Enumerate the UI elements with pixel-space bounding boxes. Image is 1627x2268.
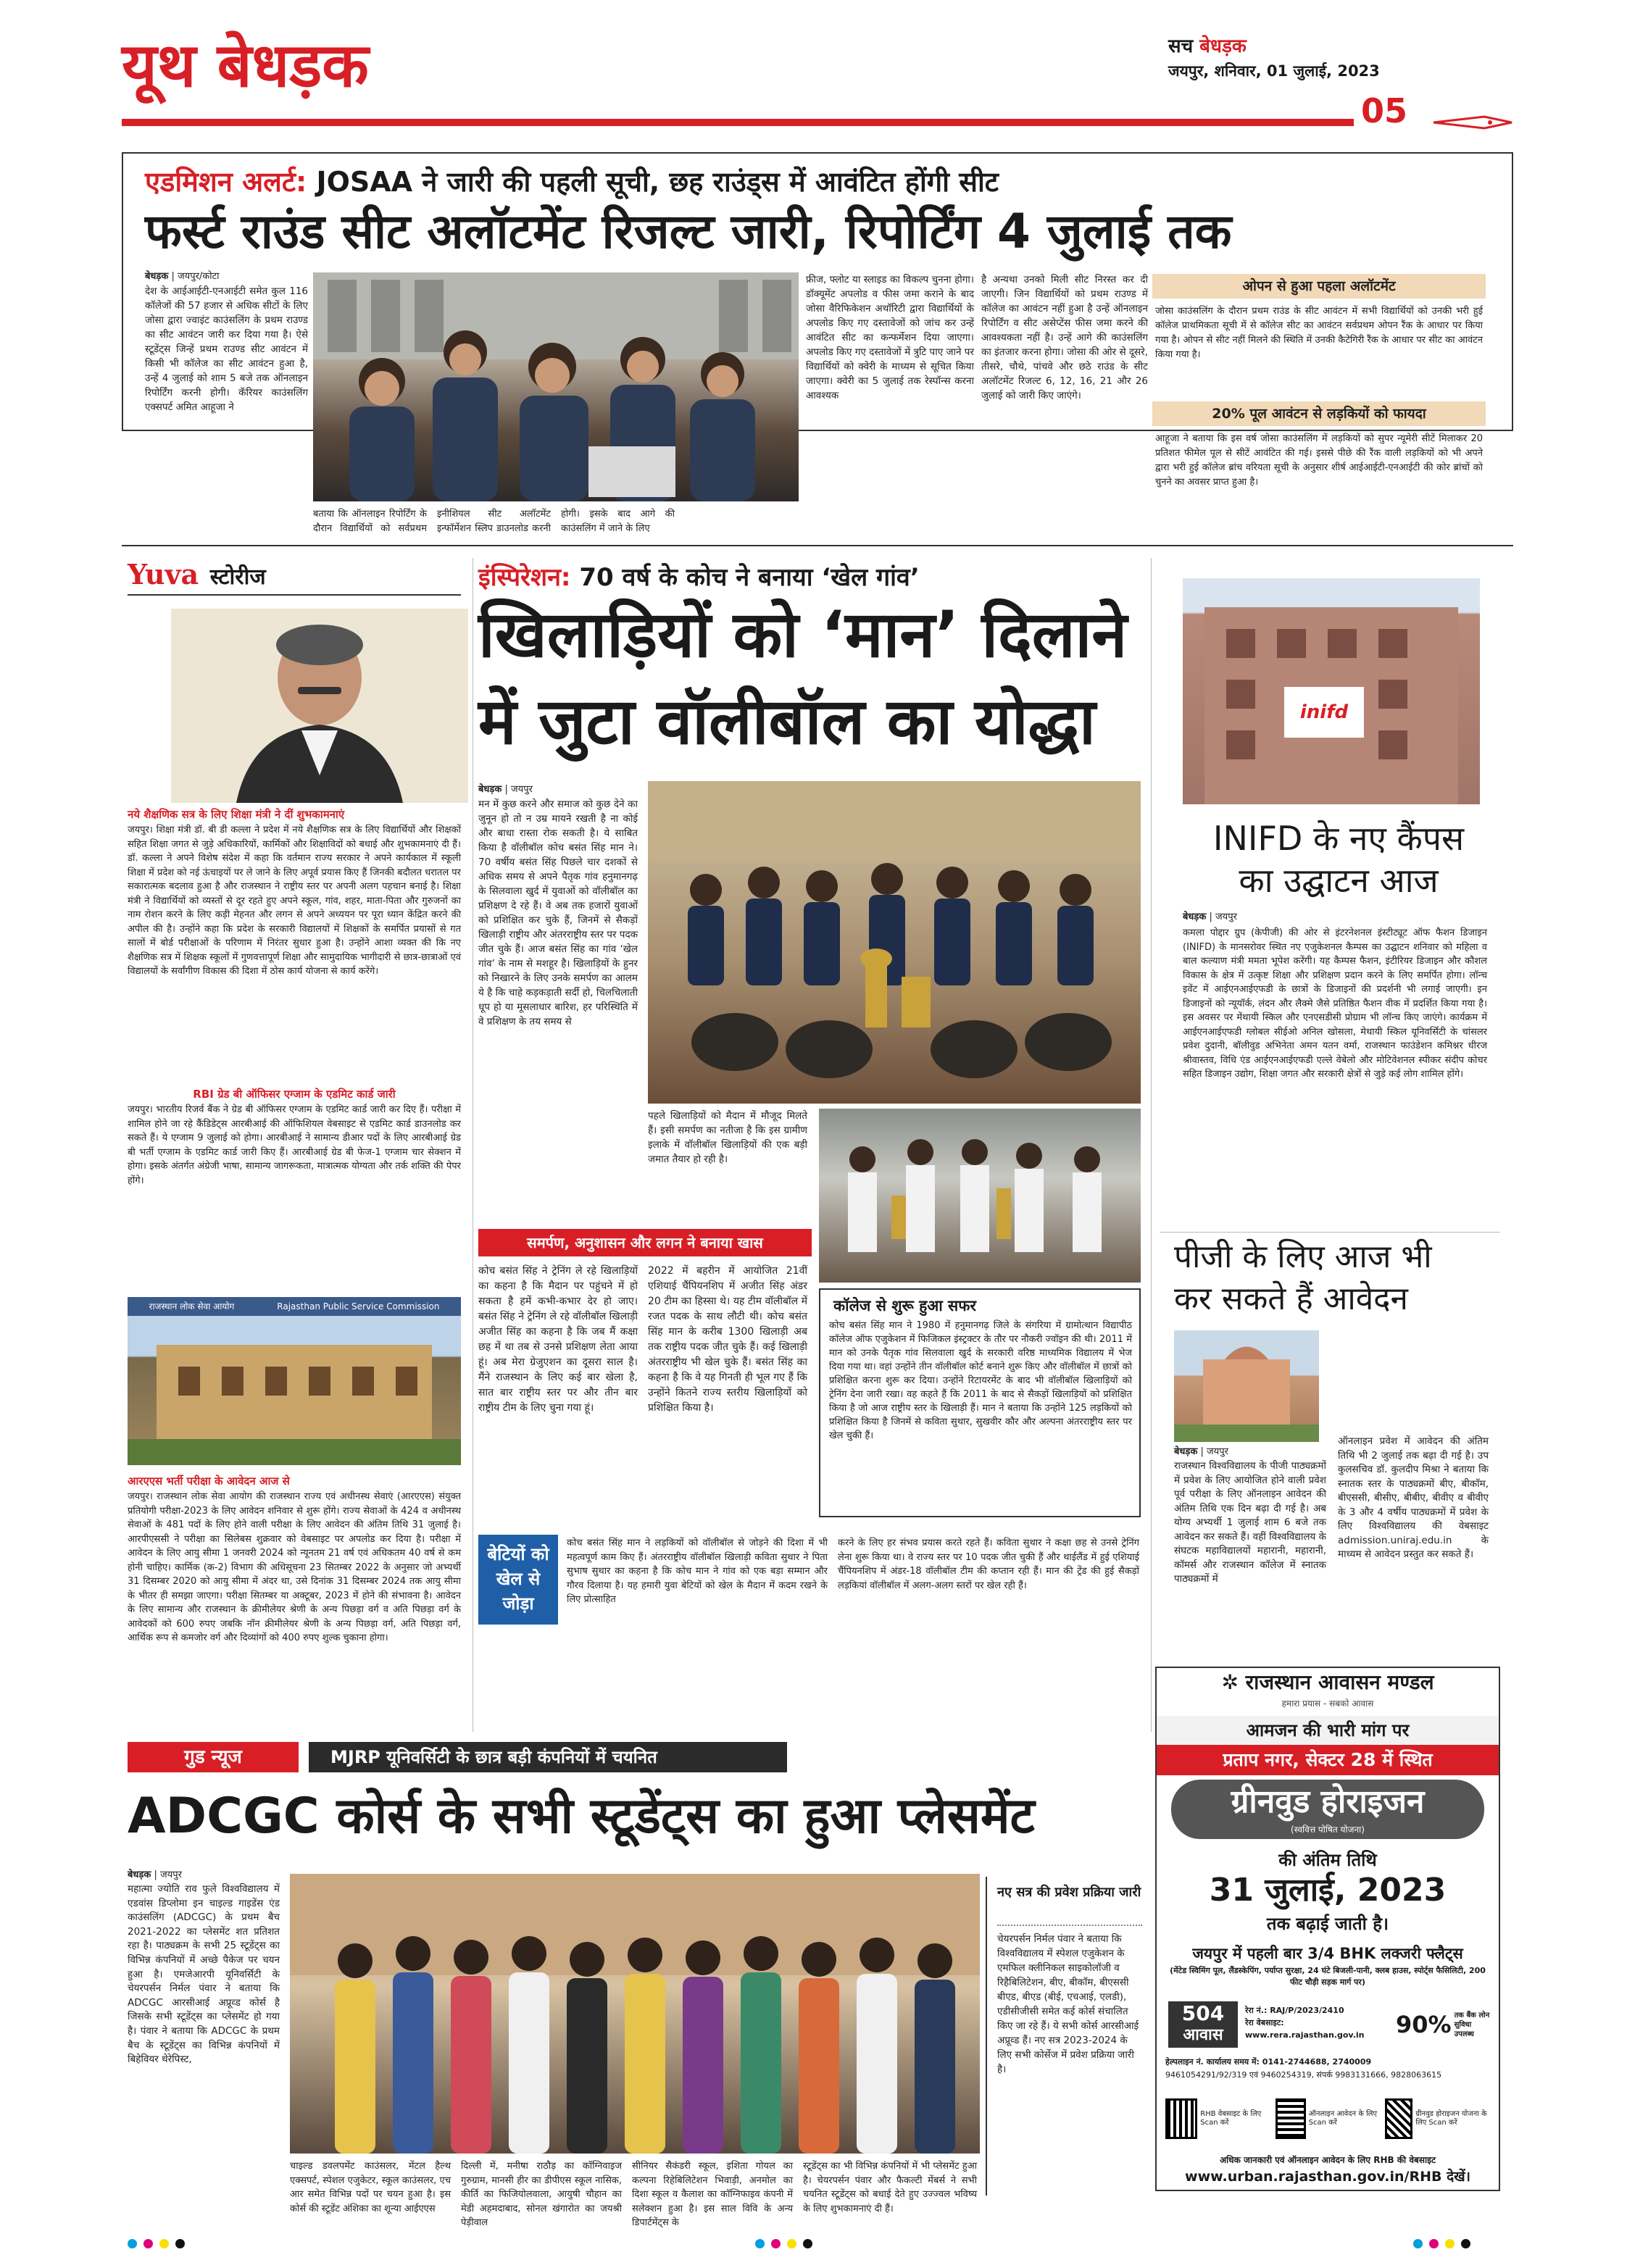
yuva-s3-text: जयपुर। राजस्थान लोक सेवा आयोग की राजस्थान राज्य एवं अधीनस्थ सेवाएं (आरएएस) संयुक्त प्रतियोगी परीक्षा-2023 के लिए आवेदन शनिवार से शुरू होंगे। राज्य सेवाओं के 424 व अधीनस्थ सेवाओं के 481 पदों के लिए होने वाली परीक्षा के लिए आवेदन की अंतिम तिथि 31 जुलाई है। आरपीएससी ने परीक्षा का सिलेबस शुक्रवार को वेबसाइट पर अपलोड कर दिया है। परीक्षा में आवेदन के लिए आयु सीमा 1 जनवरी 2024 को न्यूनतम 21 वर्ष एवं अधिकतम 40 वर्ष से कम होनी चाहिए। कार्मिक (क-2) विभाग की अधिसूचना 23 सितम्बर 2022 के अनुसार जो अभ्यर्थी 31 दिसम्बर 2020 को आयु सीमा में अंदर था, उसे दिनांक 31 दिसम्बर 2024 तक आयु सीमा के भीतर ही समझा जाएगा। परीक्षा सितम्बर या अक्टूबर, 2023 में होने की संभावना है। आवेदन के लिए सामान्य और राजस्थान के क्रीमीलेयर श्रेणी के अन्य पिछड़ा वर्ग व अति पिछड़ा वर्ग के आवेदकों को 600 रुपए जबकि नॉन क्रीमीलेयर श्रेणी के अन्य पिछड़ा वर्ग, अति पिछड़ा वर्ग, आर्थिक रूप से कमजोर वर्ग और दिव्यांगों को 400 रुपए शुल्क चुकाना होगा। <box>128 1491 461 1643</box>
ad-line2: प्रताप नगर, सेक्टर 28 में स्थित <box>1157 1745 1499 1775</box>
inifd-bottom-rule <box>1160 1232 1500 1233</box>
qr-apply[interactable]: ऑनलाइन आवेदन के लिए Scan करें <box>1276 2090 1381 2148</box>
girls-box-label: बेटियों को खेल से जोड़ा <box>478 1535 558 1625</box>
inifd-byline: बेधड़क | जयपुर <box>1183 912 1237 922</box>
ad-count: 504 <box>1181 2001 1225 2025</box>
ad-helpline: हेल्पलाइन नं. कार्यालय समय में: 0141-2744688, 2740009 <box>1165 2057 1372 2067</box>
ad-flats: जयपुर में पहली बार 3/4 BHK लक्जरी फ्लैट्स <box>1192 1945 1463 1962</box>
page-number: 05 <box>1361 91 1408 130</box>
coach-divider <box>1151 558 1152 1732</box>
ad-contacts: 9461054291/92/319 एवं 9460254319, संपर्क 9983131666, 9828063615 <box>1165 2070 1442 2080</box>
goodnews-side-title: नए सत्र की प्रवेश प्रक्रिया जारी <box>997 1885 1141 1900</box>
ad-loan <box>1396 2001 1490 2048</box>
ad-qr-row <box>1165 2090 1490 2148</box>
volleyball-team-photo <box>648 781 1141 1104</box>
rpsc-name-en: Rajasthan Public Service Commission <box>277 1301 440 1312</box>
brand-bedhadak: बेधड़क <box>1199 36 1247 57</box>
lead-col-3: फ्रीज, फ्लोट या स्लाइड का विकल्प चुनना होगा। डॉक्यूमेंट अपलोड व फीस जमा कराने के बाद जोसा वैरिफिकेशन अथॉरिटी द्वारा विद्यार्थियों के अपलोड किए गए दस्तावेजों को जांच कर उन्हें आवंटित सीट का कन्फर्मेशन दिया जाएगा। अपलोड किए गए दस्तावेजों में त्रुटि पाए जाने पर विद्यार्थियों को क्वेरी के माध्यम से सूचित किया जाएगा। क्वेरी का 5 जुलाई तक रेस्पॉन्स करना आवश्यक <box>806 274 974 401</box>
masthead-title: यूथ बेधड़क <box>122 30 369 101</box>
qr-code-icon <box>1276 2098 1306 2139</box>
goodnews-side-rule <box>997 1925 1142 1926</box>
girls-col-1: कोच बसंत सिंह मान ने लड़कियों को वॉलीबॉल से जोड़ने की दिशा में भी महत्वपूर्ण काम किए हैं। अंतरराष्ट्रीय वॉलीबॉल खिलाड़ी कविता सुथार ने पिता सुभाष सुथार का कहना है कि कोच मान ने गांव को एक बड़ा सम्मान और गौरव दिलाया है। यह हमारी युवा बेटियों को खेल के मैदान में कदम रखने के लिए प्रोत्साहित <box>567 1538 828 1605</box>
university-photo <box>1174 1330 1319 1442</box>
lead-col-4: है अन्यथा उनको मिली सीट निरस्त कर दी जाएगी। जिन विद्यार्थियों को प्रथम राउण्ड में कॉलेज का आवंटन नहीं हुआ है उन्हें ऑनलाइन रिपोर्टिंग व सीट असेप्टेंस फीस जमा करने की आवश्यकता नहीं है। उन्हें आगे की काउंसलिंग का इंतजार करना होगा। जोसा की ओर से दूसरे, तीसरे, चौथे, पांचवे और छठे राउंड के सीट अलॉटमेंट रिजल्ट 6, 12, 16, 21 और 26 जुलाई को जारी किए जाएंगे। <box>981 274 1148 401</box>
brand <box>1168 32 1247 58</box>
rpsc-building-photo <box>128 1297 461 1465</box>
print-dots-right <box>1413 2238 1477 2251</box>
ad-rera: रेरा नं.: RAJ/P/2023/2410 रेरा वेबसाइट: www.rera.rajasthan.gov.in <box>1245 2006 1365 2040</box>
ad-project-sub: (स्ववित्त पोषित योजना) <box>1291 1825 1365 1835</box>
lead-box2-title: 20% पूल आवंटन से लड़कियों को फायदा <box>1152 401 1486 426</box>
ad-header <box>1157 1668 1499 1713</box>
ad-project: ग्रीनवुड होराइजन <box>1231 1783 1425 1820</box>
group-illustration <box>290 1874 980 2154</box>
goodnews-side-text: चेयरपर्सन निर्मल पंवार ने बताया कि विश्वविद्यालय में स्पेशल एजुकेशन के एमफिल क्लीनिकल साइकोलॉजी व रिहैबिलिटेशन, बीए, बीकॉम, बीएससी बीएड, बीएड (बीई, एचआई, एलडी), एडीसीजीसी समेत कई कोर्स संचालित किए जा रहे हैं। ये सभी कोर्स आरसीआई अप्रूव्ड हैं। नए सत्र 2023-2024 के लिए सभी कोर्सेज में प्रवेश प्रक्रिया जारी है। <box>997 1933 1139 2075</box>
lead-col-1: देश के आईआईटी-एनआईटी समेत कुल 116 कॉलेजों की 57 हजार से अधिक सीटों के लिए जोसा द्वारा ज्वाइंट काउंसलिंग के प्रथम राउण्ड का सीट आवंटन जारी कर दिया गया है। ऐसे स्टूडेंट्स जिन्हें प्रथम राउण्ड सीट आवंटन में किसी भी कॉलेज का सीट आवंटन हुआ है, उन्हें 4 जुलाई को शाम 5 बजे तक ऑनलाइन रिपोर्टिंग करनी होगी। कॅरियर काउंसलिंग एक्सपर्ट अमित आहूजा ने <box>145 285 308 413</box>
college-text: कोच बसंत सिंह मान ने 1980 में हनुमानगढ़ जिले के संगरिया में ग्रामोत्थान विद्यापीठ कॉलेज ऑफ एजुकेशन में फिजिकल इंस्ट्रक्टर के तौर पर नौकरी ज्वॉइन की थी। 2011 में मान को उनके पैतृक गांव सिलवाला खुर्द के सरकारी वरिष्ठ माध्यमिक विद्यालय में भेज दिया गया था। वहां उन्होंने तीन वॉलीबॉल कोर्ट बनाने शुरू किए और वॉलीबॉल में छात्रों को प्रशिक्षित करना शुरू कर दिया। उन्होंने रिटायरमेंट के बाद भी वॉलीबॉल खिलाड़ियों को ट्रेनिंग देना जारी रखा। वह कहते हैं कि 2011 के बाद से सैकड़ों खिलाड़ियों को प्रशिक्षित किया है जो आज राष्ट्रीय स्तर के खिलाड़ी हैं। मान ने बताया कि उन्होंने 125 लड़कियों को प्रशिक्षित किया है जिनमें से कविता सुथार, सुखवीर कौर और अल्पना अंतरराष्ट्रीय स्तर पर खेल चुकी हैं। <box>829 1320 1132 1441</box>
ad-loan-pct: 90% <box>1396 2011 1452 2038</box>
coach-photo-caption: पहले खिलाड़ियों को मैदान में मौजूद मिलते हैं। इसी समर्पण का नतीजा है कि इस ग्रामीण इलाके में वॉलीबॉल खिलाड़ियों की एक बड़ी जमात तैयार हो रही है। <box>648 1110 807 1165</box>
inifd-headline-2: का उद्घाटन आज <box>1239 861 1439 900</box>
students-illustration <box>313 272 799 501</box>
placement-group-photo <box>290 1874 980 2154</box>
coach-col-a: कोच बसंत सिंह ने ट्रेनिंग ले रहे खिलाड़ियों का कहना है कि मैदान पर पहुंचने में हो सकता है हमें कभी-कभार देर हो जाए। बसंत सिंह ने ट्रेनिंग ले रहे वॉलीबॉल खिलाड़ी अजीत सिंह का कहना है कि जब मैं कक्षा छह में था तब से उनसे प्रशिक्षण लेता आया हूं। अब मेरा ग्रेजुएशन का दूसरा साल है। मैंने राजस्थान के लिए कई बार खेला है, सात बार राष्ट्रीय स्तर पर और तीन बार राष्ट्रीय टीम के लिए चुना गया हूं। <box>478 1265 638 1414</box>
goodnews-label: गुड न्यूज <box>128 1742 299 1772</box>
coach-col-1: मन में कुछ करने और समाज को कुछ देने का जुनून हो तो न उम्र मायने रखती है ना कोई और बाधा रास्ता रोक सकती है। ये साबित किया है वॉलीबॉल कोच बसंत सिंह मान ने। 70 वर्षीय बसंत सिंह पिछले चार दशकों से अधिक समय से अपने पैतृक गांव हनुमानगढ़ के सिलवाला खुर्द में युवाओं को वॉलीबॉल का प्रशिक्षण दे रहे हैं। वे अब तक हजारों युवाओं को प्रशिक्षित कर चुके हैं, जिनमें से सैकड़ों खिलाड़ी राष्ट्रीय और अंतरराष्ट्रीय स्तर पर पदक जीत चुके हैं। आज बसंत सिंह का गांव ‘खेल गांव’ के नाम से मशहूर है। खिलाड़ियों के हुनर को निखारने के लिए उनके समर्पण का आलम ये है कि चाहे कड़कड़ाती सर्दी हो, चिलचिलाती धूप हो या मूसलाधार बारिश, हर परिस्थिति में वे प्रशिक्षण के तय समय से <box>478 799 638 1027</box>
ad-tagline: हमारा प्रयास - सबको आवास <box>1281 1698 1374 1709</box>
ad-count-label: आवास <box>1183 2026 1223 2044</box>
masthead-strip <box>122 119 1354 126</box>
goodnews-byline: बेधड़क | जयपुर <box>128 1869 182 1880</box>
goodnews-col-2: चाइल्ड डवलपमेंट काउंसलर, मेंटल हैल्थ एक्सपर्ट, स्पेशल एजुकेटर, स्कूल काउंसलर, एच आर समेत विभिन्न पदों पर चयन हुआ है। इस कोर्स की स्टूडेंट अंशिका का शून्या आईएएस <box>290 2161 451 2214</box>
brand-sach: सच <box>1168 36 1194 57</box>
goodnews-col-4: सीनियर सैकंडरी स्कूल, इशिता गोयल का कल्पना रिहेबिलिटेशन भिवाड़ी, अनमोल का दिशा स्कूल व कैलाश का कॉग्निफाइव कंपनी में सलेक्शन हुआ है। इस साल विवि के अन्य डिपार्टमेंट्स के <box>632 2161 793 2228</box>
university-illustration <box>1174 1330 1319 1442</box>
pg-col-2: ऑनलाइन प्रवेश में आवेदन की अंतिम तिथि भी 2 जुलाई तक बढ़ा दी गई है। उप कुलसचिव डॉ. कुलदीप मिश्रा ने बताया कि स्नातक स्तर के पाठ्यक्रमों बीए, बीकॉम, बीएससी, बीसीए, बीबीए, बीवीए व बीवीए के 3 और 4 वर्षीय पाठ्यक्रमों में प्रवेश के लिए विश्वविद्यालय की वेबसाइट admission.uniraj.edu.in के माध्यम से आवेदन प्रस्तुत कर सकते हैं। <box>1338 1435 1489 1560</box>
girls-col-2: करने के लिए हर संभव प्रयास करते रहते हैं। कविता सुथार ने कक्षा छह से उनसे ट्रेनिंग लेना शुरू किया था। वे राज्य स्तर पर 10 पदक जीत चुकी हैं और थाईलैंड में हुई एशियाई चैंपियनशिप में अंडर-18 वॉलीबॉल टीम की कप्तान रही हैं। मान की ट्रेंड की हुई सैकड़ों लड़कियां वॉलीबॉल में अलग-अलग स्तरों पर खेल रही हैं। <box>838 1538 1139 1591</box>
lead-photo-caption: बताया कि ऑनलाइन रिपोर्टिंग के दौरान विद्यार्थियों को सर्वप्रथम इनीशियल सीट अलॉटमेंट इन्फॉर्मेशन स्लिप डाउनलोड करनी होगी। इसके बाद आगे की काउंसलिंग में जाने के लिए <box>313 509 675 534</box>
team-illustration <box>648 781 1141 1104</box>
ad-loan-label: तक बैंक लोन सुविधा उपलब्ध <box>1454 2011 1490 2038</box>
yuva-label: Yuva स्टोरीज <box>128 558 266 591</box>
qr-code-icon <box>1385 2098 1412 2139</box>
lead-byline: बेधड़क | जयपुर/कोटा <box>145 271 220 282</box>
print-dots-left <box>128 2238 191 2251</box>
print-dots-center <box>755 2238 819 2251</box>
ad-line1: आमजन की भारी मांग पर <box>1157 1716 1499 1745</box>
ad-deadline: 31 जुलाई, 2023 <box>1209 1872 1447 1909</box>
rpsc-name-hi: राजस्थान लोक सेवा आयोग <box>149 1301 235 1312</box>
ad-project-box <box>1171 1780 1484 1839</box>
pg-headline-2: कर सकते हैं आवेदन <box>1174 1280 1408 1317</box>
college-title: कॉलेज से शुरू हुआ सफर <box>833 1297 977 1314</box>
inifd-building-photo <box>1183 578 1480 804</box>
lead-kicker: एडमिशन अलर्ट: JOSAA ने जारी की पहली सूची, छह राउंड्स में आवंटित होंगी सीट <box>145 166 999 198</box>
ad-logo: ✲ राजस्थान आवासन मण्डल <box>1221 1670 1434 1694</box>
lead-box1-text: जोसा काउंसलिंग के दौरान प्रथम राउंड के सीट आवंटन में सभी विद्यार्थियों को उनकी भरी हुई कॉलेज प्राथमिकता सूची में से कॉलेज सीट का आवंटन सर्वप्रथम ओपन रैंक के आधार पर किया गया है। ओपन से सीट नहीं मिलने की स्थिति में उनकी कैटेगिरी रैंक के आधार पर सीट का आवंटन किया गया है। <box>1155 306 1483 360</box>
rhb-logo-icon: ✲ <box>1221 1670 1239 1694</box>
coach-sub-bar: समर्पण, अनुशासन और लगन ने बनाया खास <box>478 1229 812 1256</box>
lead-students-photo <box>313 272 799 501</box>
yuva-s3-title: आरएएस भर्ती परीक्षा के आवेदन आज से <box>128 1475 290 1488</box>
pen-nib-icon <box>1433 113 1513 135</box>
qr-scheme[interactable]: ग्रीनवुड होराइजन योजना के लिए Scan करें <box>1385 2090 1490 2148</box>
qr-code-icon <box>1165 2098 1197 2139</box>
goodnews-col-3: दिल्ली में, मनीषा राठौड़ का कॉग्निवाइज गुरुग्राम, मानसी हीर का डीपीएस स्कूल नासिक, कीर्ति का फिजियोलवाला, आयुषी चौहान का मेडी अहमदाबाद, सोनल खंगारोत का जयश्री पेड़ीवाल <box>461 2161 622 2228</box>
lead-box1-title: ओपन से हुआ पहला अलॉटमेंट <box>1152 274 1486 299</box>
inifd-text: कमला पोद्दार ग्रुप (केपीजी) की ओर से इंटरनेशनल इंस्टीट्यूट ऑफ फैशन डिजाइन (INIFD) के मानसरोवर स्थित नए एजुकेशनल कैम्पस का उद्घाटन शनिवार को महिला व बाल कल्याण मंत्री ममता भूपेश करेंगी। यह कैम्पस फैशन, इंटीरियर डिजाइन और कौशल विकास के क्षेत्र में उत्कृष्ट शिक्षा और प्रशिक्षण प्रदान करने के लिए समर्पित होगा। लॉन्च इवेंट में आईएनआईएफडी के छात्रों के डिजाइनों की प्रदर्शनी भी लगाई जाएगी। इन डिजाइनों को न्यूयॉर्क, लंदन और लैक्मे जैसे प्रतिष्ठित फैशन वीक में प्रदर्शित किया गया है। इस अवसर पर मेंथायी स्किल और एनएसडीसी प्रोग्राम भी लॉन्च किए जाएंगे। कार्यक्रम में आईएनआईएफडी ग्लोबल सीईओ अनिल खोसला, मेथायी स्किल यूनिवर्सिटी के चांसलर प्रवेश दुदानी, बॉलीवुड अभिनेता अमन यतन वर्मा, राजस्थान फाउंडेशन कमिश्नर धीरज श्रीवास्तव, विधि एंड आईएनआईएफडी एल्ले वेबेलो और मोटिवेशनल स्पीकर संदीप कोचर सहित डिजाइन उद्योग, शिक्षा जगत और सरकारी क्षेत्रों से जुड़े कई लोग शामिल होंगे। <box>1183 927 1487 1080</box>
ad-footer: अधिक जानकारी एवं ऑनलाइन आवेदन के लिए RHB की वेबसाइट <box>1219 2155 1436 2165</box>
coach-col-b: 2022 में बहरीन में आयोजित 21वीं एशियाई चैंपियनशिप में अजीत सिंह अंडर 20 टीम का हिस्सा थे। यह टीम वॉलीबॉल में रजत पदक के साथ लौटी थी। कोच बसंत सिंह मान के करीब 1300 खिलाड़ी अब तक राष्ट्रीय पदक जीत चुके हैं। कई खिलाड़ी अंतरराष्ट्रीय भी खेल चुके हैं। बसंत सिंह का कहना है कि वे यह गिनती ही भूल गए हैं कि उन्होंने कितने राज्य स्तरीय खिलाड़ियों को प्रशिक्षित किया है। <box>648 1265 807 1414</box>
pg-byline: बेधड़क | जयपुर <box>1174 1446 1228 1457</box>
pg-headline-1: पीजी के लिए आज भी <box>1174 1238 1432 1275</box>
building-illustration <box>128 1316 461 1465</box>
ad-url[interactable]: www.urban.rajasthan.gov.in/RHB देखें। <box>1185 2169 1470 2185</box>
goodnews-headline: ADCGC कोर्स के सभी स्टूडेंट्स का हुआ प्लेसमेंट <box>128 1788 1035 1845</box>
pg-col-1: राजस्थान विश्वविद्यालय के पीजी पाठ्यक्रमों में प्रवेश के लिए आयोजित होने वाली प्रवेश पूर्व परीक्षा के लिए ऑनलाइन आवेदन की अंतिम तिथि एक दिन बढ़ा दी गई है। अब योग्य अभ्यर्थी 1 जुलाई शाम 6 बजे तक आवेदन कर सकते हैं। वहीं विश्वविद्यालय के संघटक महाविद्यालयों महारानी, महारानी, कॉमर्स और राजस्थान कॉलेज में स्नातक पाठ्यक्रमों में <box>1174 1460 1326 1585</box>
lead-headline: फर्स्ट राउंड सीट अलॉटमेंट रिजल्ट जारी, रिपोर्टिंग 4 जुलाई तक <box>145 204 1232 259</box>
inifd-sign: inifd <box>1299 701 1349 723</box>
minister-photo <box>171 609 468 803</box>
ad-amenities: (मेंटेड स्विमिंग पूल, लैंडस्केपिंग, पर्याप्त सुरक्षा, 24 घंटे बिजली-पानी, क्लब हाउस, स्पोर्ट्स फैसिलिटी, 200 फीट चौड़ी सड़क मार्ग पर) <box>1170 1966 1486 1987</box>
yuva-s2-text: जयपुर। भारतीय रिजर्व बैंक ने ग्रेड बी ऑफिसर एग्जाम के एडमिट कार्ड जारी कर दिए हैं। परीक्षा में शामिल होने जा रहे कैंडिडेट्स आरबीआई की ऑफिशियल वेबसाइट से एडमिट कार्ड डाउनलोड कर सकते हैं। ये एग्जाम 9 जुलाई को होगा। आरबीआई ने सामान्य डीआर पदों के लिए आरबीआई ग्रेड बी भर्ती एग्जाम के एडमिट कार्ड जारी किए हैं। आरबीआई ग्रेड बी फेज-1 एग्जाम चार सेक्शन में होगा। इसके अंतर्गत अंग्रेजी भाषा, सामान्य जागरूकता, मात्रात्मक योग्यता और तर्क शक्ति की पेपर होंगे। <box>128 1104 461 1186</box>
yuva-s1-title: नये शैक्षणिक सत्र के लिए शिक्षा मंत्री ने दीं शुभकामनाएं <box>128 808 345 821</box>
award-illustration <box>819 1109 1141 1283</box>
yuva-s1-text: जयपुर। शिक्षा मंत्री डॉ. बी डी कल्ला ने प्रदेश में नये शैक्षणिक सत्र के लिए विद्यार्थियों और शिक्षकों सहित शिक्षा जगत से जुड़े अधिकारियों, कार्मिकों और शिक्षाविदों को बधाई और शुभकामनाएं दी हैं। डॉ. कल्ला ने अपने विशेष संदेश में कहा कि वर्तमान राज्य सरकार ने अपने कार्यकाल में स्कूली शिक्षा में प्रदेश को नई ऊंचाइयों पर ले जाने के लिए अपूर्व प्रयास किए हैं जिनकी बदौलत धरातल पर सकारात्मक बदलाव हुआ है और राजस्थान ने राष्ट्रीय स्तर पर अपनी अलग पहचान बनाई है। शिक्षा मंत्री ने विद्यार्थियों को व्यस्तों से दूर रहते हुए अपने स्कूल, गांव, शहर, माता-पिता और गुरुजनों का नाम रोशन करने के लिए कड़ी मेहनत और लगन से अपने अध्ययन पर पूरा ध्यान केंद्रित करने की अपील की है। उन्होंने कहा कि प्रदेश के सरकारी विद्यालयों में शिक्षकों के समर्पित प्रयासों से गत सालों में बोर्ड परीक्षाओं के परिणाम में निरंतर सुधार हुआ है। उन्होंने आशा व्यक्त की कि नए शैक्षणिक सत्र में शिक्षक स्कूलों में गुणवत्तापूर्ण शिक्षा और सामुदायिक भागीदारी से छात्र-छात्राओं एवं विद्यालयों के सर्वांगीण विकास की दिशा में ठोस कार्य योजना से कार्य करेंगे। <box>128 825 461 977</box>
inifd-headline-1: INIFD के नए कैंपस <box>1212 819 1465 858</box>
coach-byline: बेधड़क | जयपुर <box>478 784 533 795</box>
lead-bottom-rule <box>122 545 1513 546</box>
dateline: जयपुर, शनिवार, 01 जुलाई, 2023 <box>1168 62 1380 80</box>
coach-award-photo <box>819 1109 1141 1283</box>
minister-illustration <box>171 609 468 803</box>
rpsc-banner <box>128 1297 461 1316</box>
goodnews-col-5: स्टूडेंट्स का भी विभिन्न कंपनियों में भी प्लेसमेंट हुआ है। चेयरपर्सन पंवार और फैकल्टी मेंबर्स ने सभी चयनित स्टूडेंट्स को बधाई देते हुए उज्ज्वल भविष्य के लिए शुभकामनाएं दी हैं। <box>803 2161 977 2214</box>
coach-headline-2: में जुटा वॉलीबॉल का योद्धा <box>478 684 1096 759</box>
qr-rhb[interactable]: RHB वेबसाइट के लिए Scan करें <box>1165 2090 1270 2148</box>
ad-extended: तक बढ़ाई जाती है। <box>1266 1914 1389 1934</box>
lead-box2-text: आहूजा ने बताया कि इस वर्ष जोसा काउंसलिंग में लड़कियों को सुपर न्यूमेरी सीटें मिलाकर 20 प्रतिशत फीमेल पूल से सीटें आवंटित की गई। इससे पीछे की रैंक वाली लड़कियों को भी अपने द्वारा भरी हुई कॉलेज ब्रांच वरियता सूची के अनुसार शीर्ष आईआईटी-एनआईटी की कोर ब्रांचों को चुनने का अवसर प्राप्त हुआ है। <box>1155 433 1483 488</box>
coach-headline-1: खिलाड़ियों को ‘मान’ दिलाने <box>478 597 1128 672</box>
yuva-underline <box>128 594 461 596</box>
ad-count-box <box>1168 2001 1238 2048</box>
yuva-s2-title: RBI ग्रेड बी ऑफिसर एग्जाम के एडमिट कार्ड जारी <box>193 1088 396 1101</box>
ad-deadline-label: की अंतिम तिथि <box>1278 1850 1377 1870</box>
coach-kicker: इंस्पिरेशन: 70 वर्ष के कोच ने बनाया ‘खेल गांव’ <box>478 563 920 592</box>
goodnews-col-1: महात्मा ज्योति राव फुले विश्वविद्यालय में एडवांस डिप्लोमा इन चाइल्ड गाइडेंस एंड काउंसलिंग (ADCGC) के प्रथम बैच 2021-2022 का प्लेसमेंट शत प्रतिशत रहा है। पाठ्यक्रम के सभी 25 स्टूडेंट्स का विभिन्न कंपनियों में अच्छे पैकेज पर चयन हुआ है। एमजेआरपी यूनिवर्सिटी के चेयरपर्सन निर्मल पंवार ने बताया कि ADCGC आरसीआई अप्रूव्ड कोर्स है जिसके सभी स्टूडेंट्स का प्लेसमेंट हो गया है। पंवार ने बताया कि ADCGC के प्रथम बैच के स्टूडेंट्स का विभिन्न कंपनियों में बिहेवियर थेरेपिस्ट, <box>128 1883 280 2066</box>
goodnews-kicker: MJRP यूनिवर्सिटी के छात्र बड़ी कंपनियों में चयनित <box>309 1742 787 1772</box>
